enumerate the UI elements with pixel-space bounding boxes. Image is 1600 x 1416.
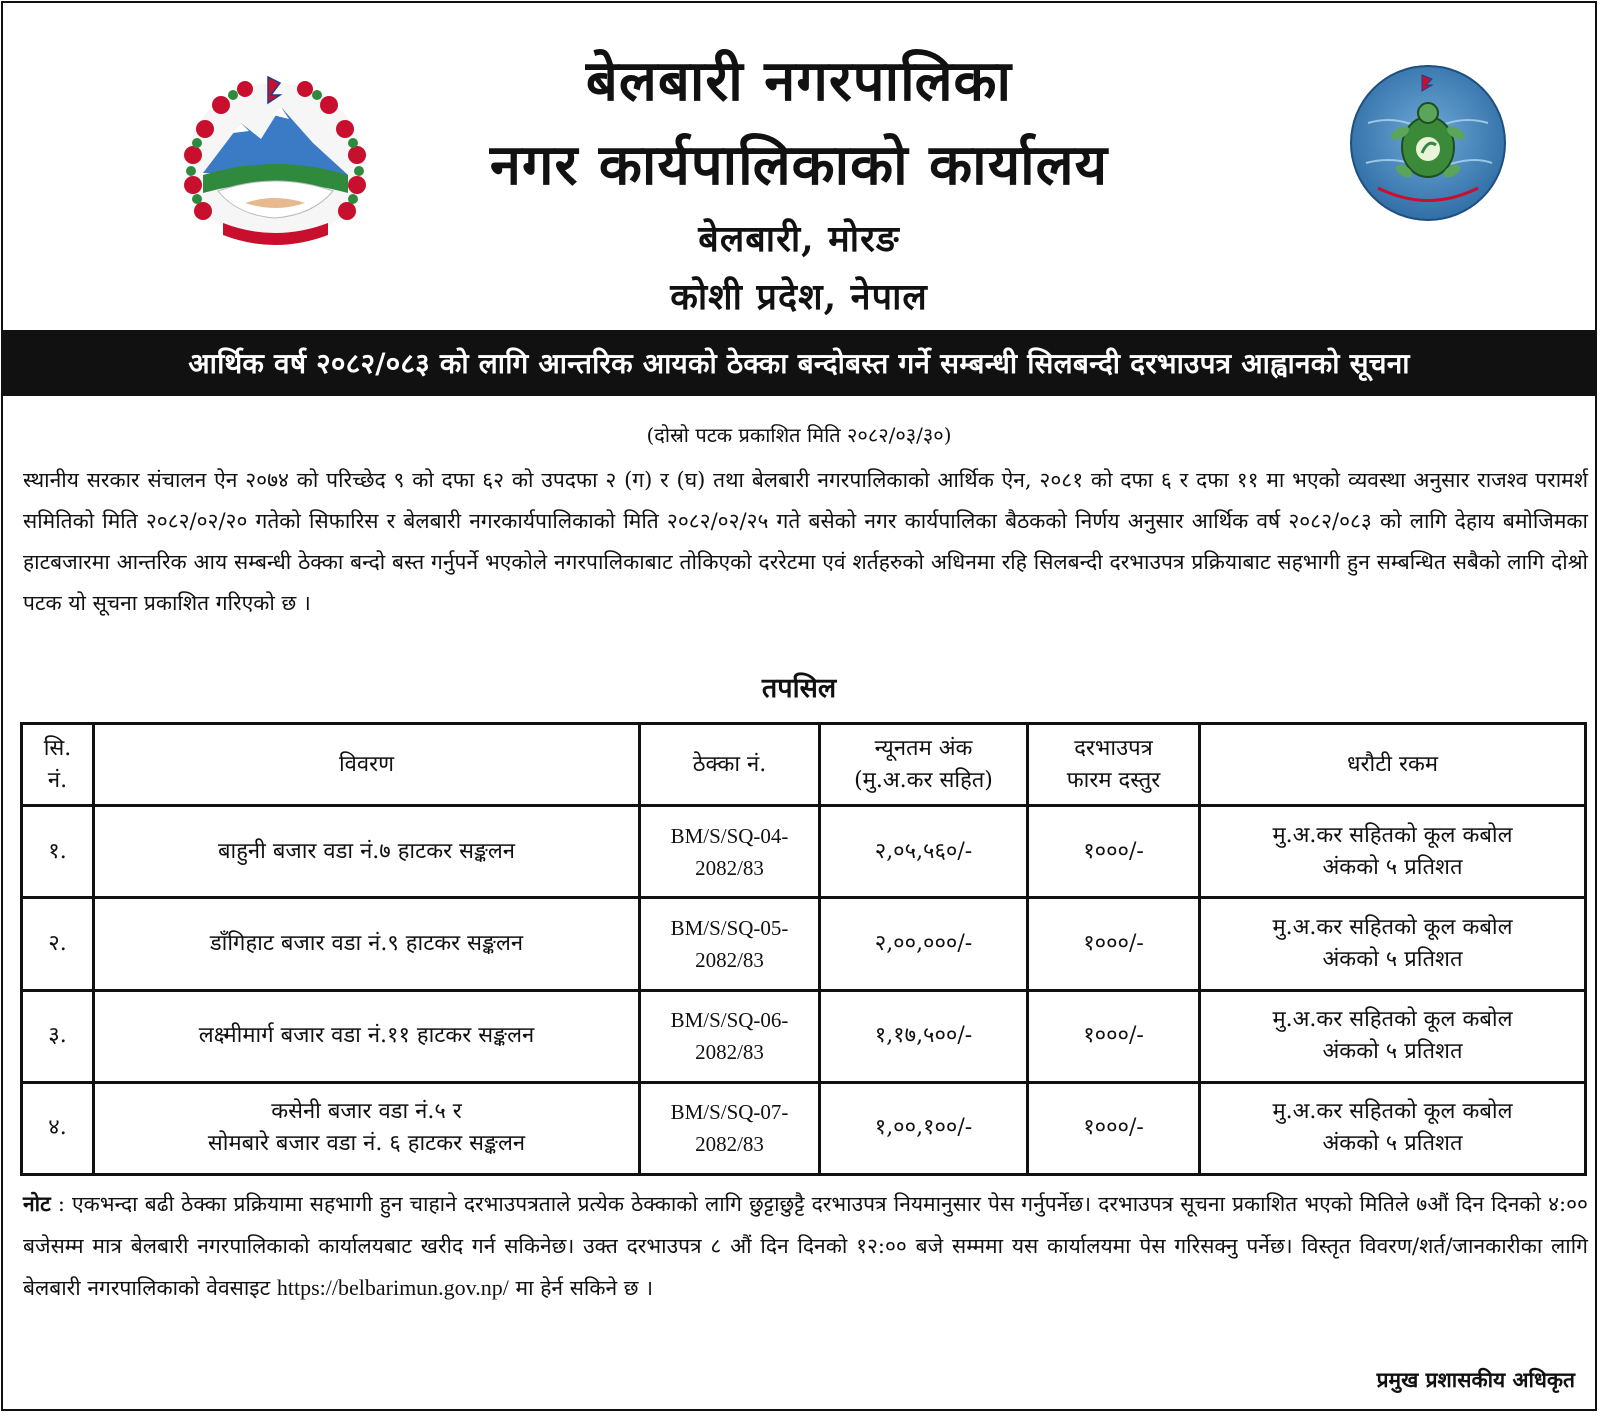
table-row	[22, 990, 1586, 1082]
note-section	[23, 1183, 1588, 1309]
notice-page	[1, 1, 1597, 1411]
row-serial-number: १.	[22, 806, 94, 898]
publication-date: (दोस्रो पटक प्रकाशित मिति २०८२/०३/३०)	[646, 423, 952, 447]
table-row	[22, 806, 1586, 898]
table-row	[22, 898, 1586, 990]
row-contract-number: BM/S/SQ-04- 2082/83	[640, 806, 820, 898]
row-deposit-amount: मु.अ.कर सहितको कूल कबोल अंकको ५ प्रतिशत	[1200, 898, 1586, 990]
row-deposit-amount: मु.अ.कर सहितको कूल कबोल अंकको ५ प्रतिशत	[1200, 806, 1586, 898]
address-line-2: कोशी प्रदेश, नेपाल	[670, 276, 928, 318]
row-contract-number: BM/S/SQ-06- 2082/83	[640, 990, 820, 1082]
header	[3, 3, 1595, 328]
row-serial-number: ४.	[22, 1082, 94, 1174]
row-deposit-amount: मु.अ.कर सहितको कूल कबोल अंकको ५ प्रतिशत	[1200, 1082, 1586, 1174]
header-contract-number: ठेक्का नं.	[640, 724, 820, 806]
row-minimum-amount: २,००,०००/-	[820, 898, 1028, 990]
row-minimum-amount: २,०५,५६०/-	[820, 806, 1028, 898]
url-suffix: मा हेर्न सकिने छ ।	[508, 1276, 654, 1300]
header-form-fee: दरभाउपत्र फारम दस्तुर	[1028, 724, 1200, 806]
row-serial-number: २.	[22, 898, 94, 990]
row-form-fee: १०००/-	[1028, 806, 1200, 898]
municipality-turtle-logo-icon	[1348, 63, 1508, 223]
row-deposit-amount: मु.अ.कर सहितको कूल कबोल अंकको ५ प्रतिशत	[1200, 990, 1586, 1082]
note-label: नोट	[23, 1191, 51, 1216]
row-description: बाहुनी बजार वडा नं.७ हाटकर सङ्कलन	[94, 806, 640, 898]
note-text: : एकभन्दा बढी ठेक्का प्रक्रियामा सहभागी हुन चाहाने दरभाउपत्रताले प्रत्येक ठेक्काको लागि छुट्टाछुट्टै दरभाउपत्र नियमानुसार पेस गर्नुपर्नेछ। दरभाउपत्र सूचना प्रकाशित भएको मितिले ७औं दिन दिनको ४:०० बजेसम्म मात्र बेलबारी नगरपालिकाको कार्यालयबाट खरीद गर्न सकिनेछ। उक्त दरभाउपत्र ८ औं दिन दिनको १२:०० बजे सम्ममा यस कार्यालयमा पेस गरिसक्नु पर्नेछ। विस्तृत विवरण/शर्त/जानकारीका लागि बेलबारी नगरपालिकाको वेवसाइट	[23, 1192, 1588, 1300]
notice-title-bar: आर्थिक वर्ष २०८२/०८३ को लागि आन्तरिक आयको ठेक्का बन्दोबस्त गर्ने सम्बन्धी सिलबन्दी दरभाउपत्र आह्वानको सूचना	[3, 330, 1595, 396]
office-title: नगर कार्यपालिकाको कार्यालय	[489, 132, 1109, 198]
tender-table	[20, 722, 1587, 1176]
notice-body: स्थानीय सरकार संचालन ऐन २०७४ को परिच्छेद ९ को दफा ६२ को उपदफा २ (ग) र (घ) तथा बेलबारी नगरपालिकाको आर्थिक ऐन, २०८१ को दफा ६ र दफा ११ मा भएको व्यवस्था अनुसार राजश्व परामर्श समितिको मिति २०८२/०२/२० गतेको सिफारिस र बेलबारी नगरकार्यपालिकाको मिति २०८२/०२/२५ गते बसेको नगर कार्यपालिका बैठकको निर्णय अनुसार आर्थिक वर्ष २०८२/०८३ को लागि देहाय बमोजिमका हाटबजारमा आन्तरिक आय सम्बन्धी ठेक्का बन्दो बस्त गर्नुपर्ने भएकोले नगरपालिकाबाट तोकिएको दररेटमा एवं शर्तहरुको अधिनमा रहि सिलबन्दी दरभाउपत्र प्रक्रियाबाट सहभागी हुन सम्बन्धित सबैको लागि दोश्रो पटक यो सूचना प्रकाशित गरिएको छ ।	[23, 468, 1588, 615]
row-form-fee: १०००/-	[1028, 990, 1200, 1082]
municipality-title: बेलबारी नगरपालिका	[585, 48, 1013, 114]
address-line-1: बेलबारी, मोरङ	[698, 218, 900, 260]
tapsil-heading: तपसिल	[761, 673, 837, 704]
signature-title: प्रमुख प्रशासकीय अधिकृत	[1376, 1367, 1575, 1392]
row-description: डाँगिहाट बजार वडा नं.९ हाटकर सङ्कलन	[94, 898, 640, 990]
row-minimum-amount: १,१७,५००/-	[820, 990, 1028, 1082]
header-serial-number: सि. नं.	[22, 724, 94, 806]
row-minimum-amount: १,००,१००/-	[820, 1082, 1028, 1174]
header-minimum-amount: न्यूनतम अंक (मु.अ.कर सहित)	[820, 724, 1028, 806]
table-row	[22, 1082, 1586, 1174]
row-contract-number: BM/S/SQ-05- 2082/83	[640, 898, 820, 990]
row-form-fee: १०००/-	[1028, 1082, 1200, 1174]
header-deposit-amount: धरौटी रकम	[1200, 724, 1586, 806]
row-contract-number: BM/S/SQ-07- 2082/83	[640, 1082, 820, 1174]
row-description: लक्ष्मीमार्ग बजार वडा नं.११ हाटकर सङ्कलन	[94, 990, 640, 1082]
row-form-fee: १०००/-	[1028, 898, 1200, 990]
row-serial-number: ३.	[22, 990, 94, 1082]
row-description: कसेनी बजार वडा नं.५ र सोमबारे बजार वडा नं. ६ हाटकर सङ्कलन	[94, 1082, 640, 1174]
table-header-row	[22, 724, 1586, 806]
header-description: विवरण	[94, 724, 640, 806]
website-link[interactable]: https://belbarimun.gov.np/	[276, 1275, 509, 1300]
